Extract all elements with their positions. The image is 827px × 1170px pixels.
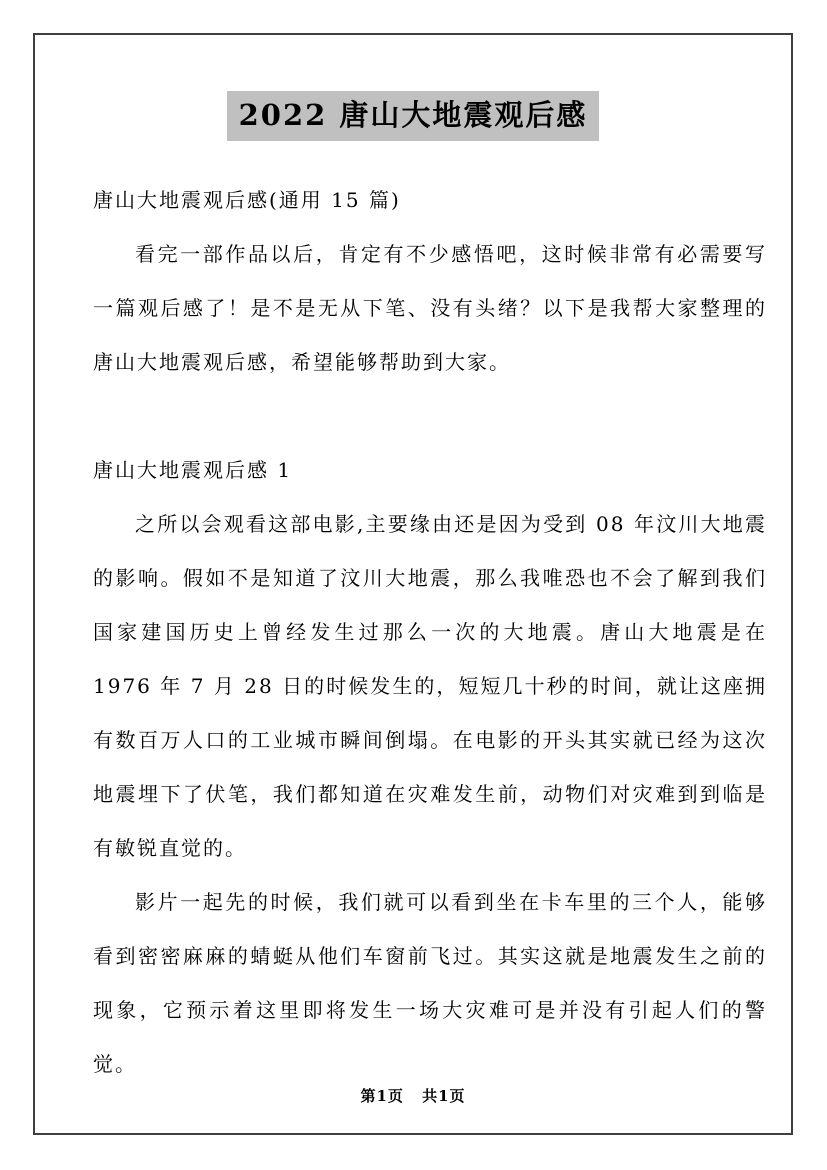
blank-line <box>93 389 767 443</box>
document-page <box>33 33 793 1135</box>
footer-total-pages: 共1页 <box>422 1087 466 1105</box>
section1-paragraph-2: 影片一起先的时候，我们就可以看到坐在卡车里的三个人，能够看到密密麻麻的蜻蜓从他们车窗前飞过。其实这就是地震发生之前的现象，它预示着这里即将发生一场大灾难可是并没有引起人们的警觉。 <box>93 890 767 1076</box>
page-footer <box>35 1085 791 1106</box>
document-title-row <box>35 91 791 143</box>
document-body <box>93 173 767 1091</box>
intro-paragraph: 看完一部作品以后，肯定有不少感悟吧，这时候非常有必需要写一篇观后感了！是不是无从下笔、没有头绪？以下是我帮大家整理的唐山大地震观后感，希望能够帮助到大家。 <box>93 242 767 374</box>
footer-current-page: 第1页 <box>360 1087 404 1105</box>
section1-paragraph-1: 之所以会观看这部电影,主要缘由还是因为受到 08 年汶川大地震的影响。假如不是知道了汶川大地震，那么我唯恐也不会了解到我们国家建国历史上曾经发生过那么一次的大地震。唐山大地震是在 1976 年 7 月 28 日的时候发生的，短短几十秒的时间，就让这座拥有数百万人口的工业城市瞬间倒塌。在电影的开头其实就已经为这次地震埋下了伏笔，我们都知道在灾难发生前，动物们对灾难到到临是有敏锐直觉的。 <box>93 512 767 860</box>
document-subtitle: 唐山大地震观后感(通用 15 篇) <box>93 188 401 212</box>
section1-heading: 唐山大地震观后感 1 <box>93 458 293 482</box>
document-title: 2022 唐山大地震观后感 <box>227 91 600 141</box>
